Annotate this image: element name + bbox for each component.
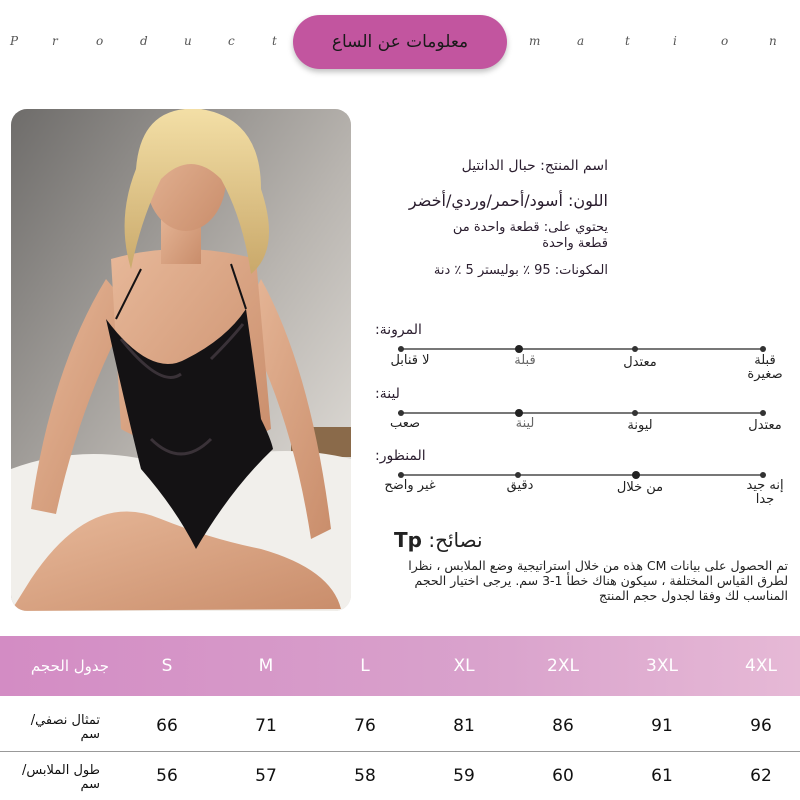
softness-option: ليونة xyxy=(627,418,653,433)
product-material: المكونات: 95 ٪ بوليستر 5 ٪ دنة xyxy=(433,263,608,278)
elasticity-option: معتدل xyxy=(623,355,657,370)
decor-letter: r xyxy=(52,34,58,48)
softness-scale xyxy=(398,412,764,414)
size-column-header: 4XL xyxy=(745,656,777,676)
product-photo xyxy=(11,109,351,611)
decor-letter: n xyxy=(769,34,777,48)
tips-heading xyxy=(394,528,483,552)
decor-letter: c xyxy=(228,34,235,48)
elasticity-option: قبلة xyxy=(514,353,536,368)
scale-dot xyxy=(398,346,404,352)
decor-letter: o xyxy=(96,34,104,48)
tips-tag: Tp xyxy=(394,528,422,552)
scale-dot xyxy=(760,346,766,352)
size-column-header: 2XL xyxy=(547,656,579,676)
transparency-option: دقيق xyxy=(506,478,534,493)
decor-letter: d xyxy=(140,34,148,48)
table-cell: 58 xyxy=(354,766,376,786)
table-cell: 57 xyxy=(255,766,277,786)
size-table-header xyxy=(0,636,800,696)
tips-label: نصائح: xyxy=(428,528,483,552)
transparency-option: من خلال xyxy=(616,480,664,495)
table-cell: 91 xyxy=(651,716,673,736)
transparency-label: المنظور: xyxy=(375,448,426,464)
table-row-divider xyxy=(0,751,800,752)
scale-dot xyxy=(632,346,638,352)
tips-text: تم الحصول على بيانات CM هذه من خلال استراتيجية وضع الملابس ، نظرا لطرق القياس المختلفة ، سيكون هناك خطأ 1-3 سم. يرجى اختيار الحجم المناسب لك وفقا لجدول حجم المنتج xyxy=(408,558,788,603)
decor-letter: a xyxy=(577,34,585,48)
table-cell: 59 xyxy=(453,766,475,786)
table-cell: 81 xyxy=(453,716,475,736)
size-column-header: 3XL xyxy=(646,656,678,676)
softness-option: صعب xyxy=(389,416,421,431)
table-cell: 71 xyxy=(255,716,277,736)
product-contents: يحتوي على: قطعة واحدة من قطعة واحدة xyxy=(452,220,608,251)
length-row-label: طول الملابس/ سم xyxy=(21,763,100,792)
softness-label: لينة: xyxy=(375,386,400,402)
table-cell: 61 xyxy=(651,766,673,786)
table-cell: 96 xyxy=(750,716,772,736)
size-column-header: S xyxy=(161,656,173,676)
elasticity-label: المرونة: xyxy=(375,322,422,338)
product-color: اللون: أسود/أحمر/وردي/أخضر xyxy=(408,191,608,210)
scale-dot xyxy=(632,410,638,416)
table-cell: 76 xyxy=(354,716,376,736)
page-title: معلومات عن الساع xyxy=(293,15,507,69)
product-photo-illustration xyxy=(11,109,351,611)
decor-letter: u xyxy=(184,34,192,48)
size-column-header: XL xyxy=(453,656,475,676)
table-cell: 56 xyxy=(156,766,178,786)
decor-letter: o xyxy=(721,34,729,48)
transparency-option: غير واضح xyxy=(384,478,436,493)
size-column-header: M xyxy=(258,656,274,676)
table-cell: 62 xyxy=(750,766,772,786)
elasticity-option: قبلة صغيرة xyxy=(747,353,783,382)
softness-option: معتدل xyxy=(748,418,782,433)
decor-letter: i xyxy=(673,34,677,48)
transparency-option: إنه جيد جدا xyxy=(746,478,784,507)
decor-letter: t xyxy=(272,34,277,48)
elasticity-scale xyxy=(398,348,764,350)
scale-dot-selected xyxy=(515,345,523,353)
table-cell: 60 xyxy=(552,766,574,786)
scale-dot-selected xyxy=(632,471,640,479)
scale-dot xyxy=(760,410,766,416)
product-name: اسم المنتج: حبال الدانتيل xyxy=(461,158,608,174)
elasticity-option: لا قنابل xyxy=(390,353,430,368)
decor-letter: P xyxy=(10,34,19,48)
transparency-scale xyxy=(398,474,764,476)
size-table-title: جدول الحجم xyxy=(30,657,110,675)
size-column-header: L xyxy=(360,656,370,676)
table-cell: 86 xyxy=(552,716,574,736)
decor-letter: t xyxy=(625,34,630,48)
decor-letter: m xyxy=(529,34,541,48)
bust-row-label: تمثال نصفي/ سم xyxy=(30,713,100,742)
table-cell: 66 xyxy=(156,716,178,736)
softness-option: لينة xyxy=(515,416,535,431)
